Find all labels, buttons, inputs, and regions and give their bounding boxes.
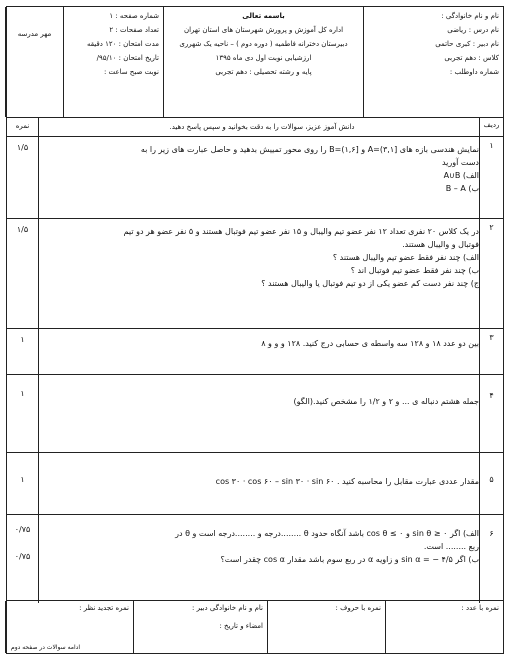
question-row [7, 515, 503, 603]
question-line: مقدار عددی عبارت مقابل را محاسبه کنید . cos ۳۰ · cos ۶۰ – sin ۳۰ · sin ۶۰ [215, 477, 479, 486]
question-text [45, 337, 479, 350]
question-row [7, 329, 503, 375]
question-number: ۵ [479, 453, 503, 514]
continued-note: ادامه سوالات در صفحه دوم [11, 644, 81, 651]
school-stamp-box [5, 7, 63, 117]
question-row [7, 219, 503, 329]
exam-term: ارزشیابی نوبت اول دی ماه ۱۳۹۵ [215, 54, 312, 62]
grading-footer [7, 600, 503, 653]
question-row [7, 375, 503, 453]
question-text [45, 225, 479, 290]
question-line: جمله هشتم دنباله ی ... و ۲ و ۱/۲ را مشخص کنید.(الگو) [293, 397, 479, 406]
teacher-name-label: نام و نام خانوادگی دبیر : [192, 604, 263, 612]
teacher-signature-field [133, 601, 267, 653]
question-number: ۶ [479, 515, 503, 603]
question-score-a: ۰/۷۵ [14, 525, 31, 534]
page-count: تعداد صفحات : ۲ [109, 26, 159, 34]
question-line: الف) اگر sin θ ≥ ۰ و cos θ ≤ ۰ باشد آنگاه حدود θ ........درجه و ........درجه است و θ در [175, 529, 479, 538]
school-info-column [163, 7, 363, 117]
question-line: ربع ........ است. [423, 542, 479, 551]
page-number: شماره صفحه : ۱ [109, 12, 159, 20]
question-line: بین دو عدد ۱۸ و ۱۲۸ سه واسطه ی حسابی درج کنید. ۱۲۸ و و و ۸ [261, 339, 479, 348]
question-score: ۱ [7, 329, 39, 374]
candidate-number-label: شماره داوطلب : [449, 68, 499, 76]
exam-duration: مدت امتحان : ۱۲۰ دقیقه [86, 40, 159, 48]
exam-meta-column [63, 7, 163, 117]
teacher-label: نام دبیر : کبری حاتمی [435, 40, 499, 48]
student-name-label: نام و نام خانوادگی : [441, 12, 499, 20]
question-score: ۱/۵ [7, 137, 39, 218]
question-line: الف) چند نفر فقط عضو تیم والیبال هستند ؟ [332, 253, 479, 262]
question-number: ۲ [479, 219, 503, 328]
exam-header [7, 7, 503, 118]
question-text [45, 143, 479, 195]
question-line: ب) B – A [445, 184, 479, 193]
question-score: ۱/۵ [7, 219, 39, 328]
table-head-row [7, 117, 503, 137]
signature-date-label: امضاء و تاریخ : [219, 622, 263, 630]
question-line: فوتبال و والیبال هستند. [402, 240, 479, 249]
revised-score-field: نمره تجدید نظر : [5, 601, 133, 653]
class-label: کلاس : دهم تجربی [444, 54, 499, 62]
question-line: دست آورید [441, 158, 479, 167]
question-number: ۳ [479, 329, 503, 374]
question-line: ج) چند نفر دست کم عضو یکی از دو تیم فوتبال یا والیبال هستند ؟ [261, 279, 479, 288]
score-words-field: نمره با حروف : [267, 601, 385, 653]
subject-label: نام درس : ریاضی [447, 26, 499, 34]
question-text [45, 395, 479, 408]
score-header: نمره [7, 117, 39, 136]
score-number-field: نمره با عدد : [385, 601, 503, 653]
question-score [7, 515, 39, 603]
grade-field: پایه و رشته تحصیلی : دهم تجربی [215, 68, 312, 76]
question-line: الف) A∪B [443, 171, 479, 180]
question-score: ۱ [7, 375, 39, 452]
education-office: اداره کل آموزش و پرورش شهرستان های استان تهران [183, 26, 344, 34]
question-number: ۱ [479, 137, 503, 218]
exam-time: نوبت صبح ساعت : [103, 68, 159, 76]
question-line: نمایش هندسی بازه های [۳,۱)=A و [۱,۶)=B را روی محور تمییش بدهید و حاصل عبارت های زیر را به [140, 145, 479, 154]
row-header: ردیف [479, 117, 503, 136]
question-line: ب) چند نفر فقط عضو تیم فوتبال اند ؟ [350, 266, 479, 275]
question-score-b: ۰/۷۵ [14, 552, 31, 561]
question-line: در یک کلاس ۲۰ نفری تعداد ۱۲ نفر عضو تیم والیبال و ۱۵ نفر عضو تیم فوتبال هستند و ۵ نفر عضو هر دو تیم [123, 227, 479, 236]
question-line: ب) اگر sin α = − ۴/۵ و زاویه α در ربع سوم باشد مقدار cos α چقدر است؟ [220, 555, 479, 564]
student-info-column [363, 7, 503, 117]
question-score: ۱ [7, 453, 39, 514]
exam-date: تاریخ امتحان : ۹۵/۱۰/ [96, 54, 159, 62]
school-name: دبیرستان دخترانه فاطمیه ( دوره دوم ) – ناحیه یک شهرری [179, 40, 348, 48]
exam-sheet [6, 6, 504, 654]
question-text [45, 475, 479, 488]
school-stamp-label: مهر مدرسه [17, 30, 52, 38]
instructions: دانش آموز عزیز، سوالات را به دقت بخوانید و سپس پاسخ دهید. [169, 123, 355, 131]
question-number: ۴ [479, 375, 503, 452]
question-row [7, 453, 503, 515]
question-text [45, 527, 479, 566]
question-row [7, 137, 503, 219]
bismillah-title: باسمه تعالی [242, 12, 285, 20]
